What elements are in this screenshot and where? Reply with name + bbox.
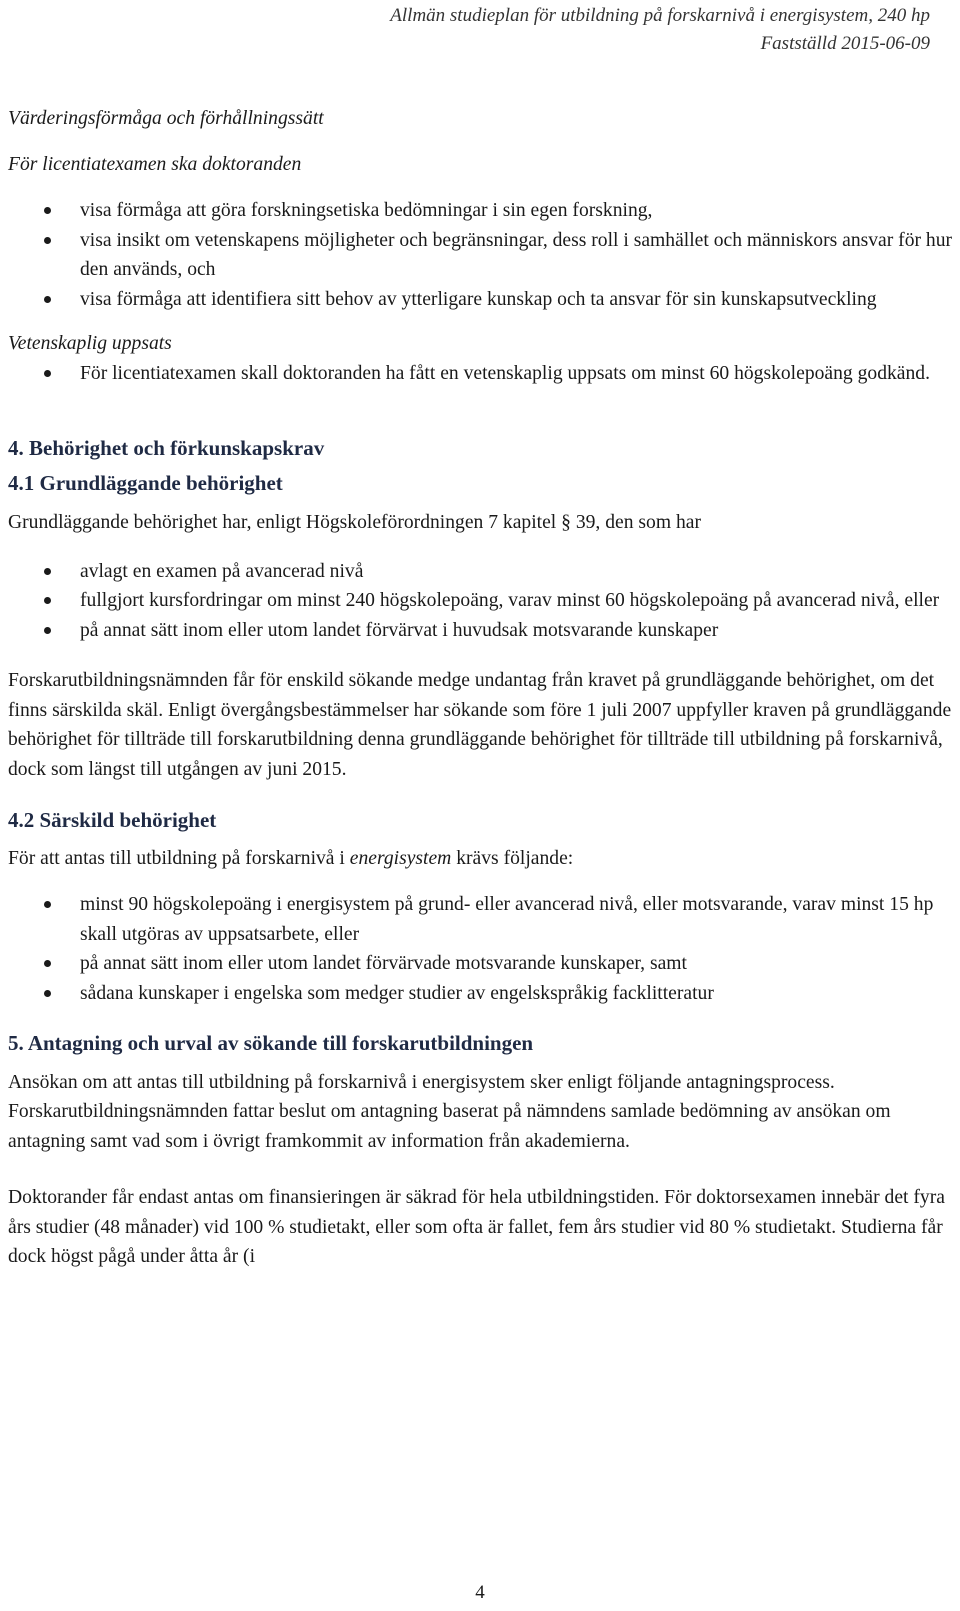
header-date: Fastställd 2015-06-09	[760, 33, 930, 54]
bullet-icon	[44, 960, 51, 967]
bullet-icon	[44, 901, 51, 908]
list-item: visa förmåga att identifiera sitt behov av ytterligare kunskap och ta ansvar för sin kunskapsutveckling	[8, 285, 953, 315]
list-item: För licentiatexamen skall doktoranden ha fått en vetenskaplig uppsats om minst 60 högskolepoäng godkänd.	[8, 359, 953, 389]
list-item: på annat sätt inom eller utom landet förvärvade motsvarande kunskaper, samt	[8, 949, 953, 979]
section5-paragraph-2: Doktorander får endast antas om finansieringen är säkrad för hela utbildningstiden. För doktorsexamen innebär det fyra års studier (48 månader) vid 100 % studietakt, eller som ofta är fallet, fem års studier vid 80 % studietakt. Studierna får dock högst pågå under åtta år (i	[8, 1187, 945, 1267]
section5-title: 5. Antagning och urval av sökande till forskarutbildningen	[8, 1031, 534, 1055]
list-item: på annat sätt inom eller utom landet förvärvat i huvudsak motsvarande kunskaper	[8, 616, 953, 646]
section42-list	[8, 890, 953, 1008]
values-intro: För licentiatexamen ska doktoranden	[8, 153, 302, 175]
section41-paragraph: Forskarutbildningsnämnden får för enskild sökande medge undantag från kravet på grundläggande behörighet, om det finns särskilda skäl. Enligt övergångsbestämmelser har sökande som före 1 juli 2007 uppfyller kraven på grundläggande behörighet för tillträde till forskarutbildning denna grundläggande behörighet för tillträde till utbildning på forskarnivå, dock som längst till utgången av juni 2015.	[8, 670, 952, 780]
list-item: minst 90 högskolepoäng i energisystem på grund- eller avancerad nivå, eller motsvarande, varav minst 15 hp skall utgöras av uppsatsarbete, eller	[8, 890, 953, 949]
section42-title: 4.2 Särskild behörighet	[8, 808, 217, 832]
page-number: 4	[475, 1582, 485, 1603]
page-content	[8, 104, 953, 1272]
list-item: sådana kunskaper i engelska som medger studier av engelskspråkig facklitteratur	[8, 979, 953, 1009]
section41-title: 4.1 Grundläggande behörighet	[8, 470, 283, 495]
bullet-icon	[44, 627, 51, 634]
section4-title: 4. Behörighet och förkunskapskrav	[8, 436, 325, 460]
page-header	[390, 2, 930, 58]
section41-list	[8, 557, 953, 646]
thesis-list	[8, 359, 953, 389]
bullet-icon	[44, 990, 51, 997]
section5-paragraph-1: Ansökan om att antas till utbildning på forskarnivå i energisystem sker enligt följande antagningsprocess. Forskarutbildningsnämnden fattar beslut om antagning baserat på nämndens samlade bedömning av ansökan om antagning samt vad som i övrigt framkommit av information från akademierna.	[8, 1071, 891, 1152]
bullet-icon	[44, 568, 51, 575]
section42-intro: För att antas till utbildning på forskarnivå i energisystem krävs följande:	[8, 847, 574, 869]
bullet-icon	[44, 207, 51, 214]
bullet-icon	[44, 370, 51, 377]
section41-intro: Grundläggande behörighet har, enligt Högskoleförordningen 7 kapitel § 39, den som har	[8, 512, 701, 533]
header-title: Allmän studieplan för utbildning på forskarnivå i energisystem, 240 hp	[390, 5, 930, 26]
values-title: Värderingsförmåga och förhållningssätt	[8, 108, 324, 129]
list-item: visa insikt om vetenskapens möjligheter och begränsningar, dess roll i samhället och människors ansvar för hur den används, och	[8, 226, 953, 285]
values-list	[8, 196, 953, 314]
thesis-title: Vetenskaplig uppsats	[8, 333, 172, 354]
list-item: avlagt en examen på avancerad nivå	[8, 557, 953, 587]
list-item: fullgjort kursfordringar om minst 240 högskolepoäng, varav minst 60 högskolepoäng på avancerad nivå, eller	[8, 586, 953, 616]
bullet-icon	[44, 237, 51, 244]
bullet-icon	[44, 296, 51, 303]
bullet-icon	[44, 597, 51, 604]
list-item: visa förmåga att göra forskningsetiska bedömningar i sin egen forskning,	[8, 196, 953, 226]
